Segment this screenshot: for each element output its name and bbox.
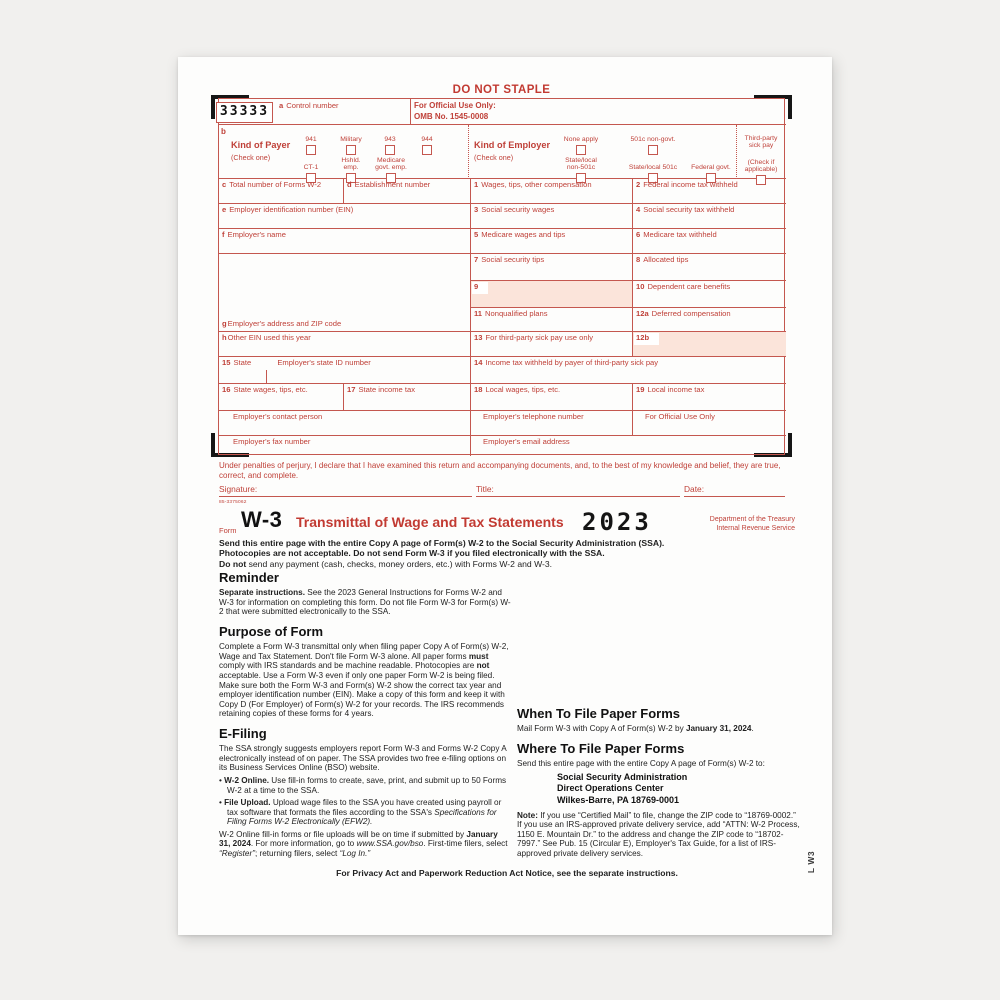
box-12a bbox=[633, 308, 786, 332]
box-12a-key: 12a bbox=[636, 309, 649, 318]
box-6-key: 6 bbox=[636, 230, 641, 239]
box-10 bbox=[633, 281, 786, 308]
box-17-key: 17 bbox=[347, 385, 356, 394]
w3-form-sheet bbox=[178, 57, 832, 935]
label-check-if-applicable: (Check if applicable) bbox=[744, 159, 778, 174]
efiling-bullet-w2-online: • W-2 Online. Use fill-in forms to create, save, print, and submit up to 50 Forms W-2 at a time to the SSA. bbox=[219, 775, 507, 795]
side-print-code: L W3 bbox=[806, 850, 817, 874]
kind-of-employer-title: Kind of Employer bbox=[474, 140, 551, 150]
box-8-key: 8 bbox=[636, 255, 641, 264]
title-line bbox=[476, 484, 680, 497]
address-line-3: Wilkes-Barre, PA 18769-0001 bbox=[557, 794, 679, 805]
label-943: 943 bbox=[384, 136, 396, 144]
box-b-key: b bbox=[221, 127, 226, 136]
telephone-cell bbox=[471, 411, 633, 436]
box-18 bbox=[471, 384, 633, 411]
box-6-label: Medicare tax withheld bbox=[643, 230, 717, 239]
box-f-label: Employer's name bbox=[227, 230, 286, 239]
box-e bbox=[219, 204, 471, 229]
box-c bbox=[219, 179, 344, 204]
checkbox-944 bbox=[422, 145, 432, 155]
box-15-key: 15 bbox=[222, 358, 231, 367]
box-c-label: Total number of Forms W-2 bbox=[229, 180, 322, 189]
box-h-label: Other EIN used this year bbox=[227, 333, 311, 342]
box-6 bbox=[633, 229, 786, 254]
box-1-key: 1 bbox=[474, 180, 479, 189]
fax-cell bbox=[219, 436, 471, 456]
box-16 bbox=[219, 384, 344, 411]
form-word: Form bbox=[219, 526, 237, 535]
dept-line2: Internal Revenue Service bbox=[716, 524, 795, 532]
box-18-key: 18 bbox=[474, 385, 483, 394]
box-2-label: Federal income tax withheld bbox=[643, 180, 738, 189]
treasury-dept bbox=[658, 516, 795, 534]
contact-person-label: Employer's contact person bbox=[233, 412, 323, 421]
label-none-apply: None apply bbox=[563, 136, 599, 144]
official-use-cell bbox=[411, 99, 786, 125]
box-16-label: State wages, tips, etc. bbox=[233, 385, 308, 394]
omb-number: OMB No. 1545-0008 bbox=[414, 112, 489, 122]
box-14-label: Income tax withheld by payer of third-party sick pay bbox=[485, 358, 659, 367]
box-15-label: State bbox=[233, 358, 252, 367]
efiling-bullet-file-upload: • File Upload. Upload wage files to the SSA you have created using payroll or tax software that formats the files according to the SSA's Specifications for Filing Forms W-2 Electronically (EFW2). bbox=[219, 798, 502, 827]
box-11 bbox=[471, 308, 633, 332]
telephone-label: Employer's telephone number bbox=[483, 412, 584, 421]
box-f bbox=[219, 229, 471, 254]
box-5-key: 5 bbox=[474, 230, 479, 239]
box-17-label: State income tax bbox=[358, 385, 416, 394]
signature-row bbox=[219, 484, 785, 497]
box-18-label: Local wages, tips, etc. bbox=[485, 385, 561, 394]
send-line-3: Do not send any payment (cash, checks, money orders, etc.) with Forms W-2 and W-3. bbox=[219, 558, 553, 569]
box-12b bbox=[633, 332, 786, 357]
certified-mail-note: Note: If you use “Certified Mail” to file, change the ZIP code to “18769-0002.” If you use an IRS-approved private delivery service, add “ATTN: W-2 Process, 1150 E. Mountain Dr.” to the address and change the ZIP code to “18702-7997.” See Pub. 15 (Circular E), Employer's Tax Guide, for a list of IRS-approved private delivery services. bbox=[517, 810, 800, 859]
box-13-key: 13 bbox=[474, 333, 483, 342]
box-2 bbox=[633, 179, 786, 204]
box-a-key: a bbox=[279, 101, 284, 110]
form-grid bbox=[218, 98, 785, 455]
kind-of-payer-sub: (Check one) bbox=[231, 153, 271, 162]
purpose-paragraph: Complete a Form W-3 transmittal only when filing paper Copy A of Form(s) W-2, Wage and Tax Statement. Don't file Form W-3 alone. All paper forms must comply with IRS standards and be machine readable. Photocopies are not acceptable. Use a Form W-3 even if only one paper Form W-2 is being filed. Make sure both the Form W-3 and Form(s) W-2 show the correct tax year and employer identification number (EIN). Make a copy of this form and keep it with Copy D (For Employer) of Form(s) W-2 for your records. The IRS recommends retaining copies of these forms for 4 years. bbox=[219, 642, 509, 719]
option-944 bbox=[409, 129, 445, 162]
box-7 bbox=[471, 254, 633, 281]
box-3-key: 3 bbox=[474, 205, 479, 214]
label-medicare-govt-emp: Medicare govt. emp. bbox=[375, 157, 407, 172]
label-501c-non-govt: 501c non-govt. bbox=[630, 136, 676, 144]
box-f-key: f bbox=[222, 230, 225, 239]
box-11-key: 11 bbox=[474, 309, 483, 318]
box-19-label: Local income tax bbox=[647, 385, 705, 394]
print-code: 85-3375062 bbox=[219, 500, 247, 505]
box-13-label: For third-party sick pay use only bbox=[485, 333, 594, 342]
label-state-local-501c: State/local 501c bbox=[628, 164, 678, 172]
box-7-label: Social security tips bbox=[481, 255, 545, 264]
contact-person-cell bbox=[219, 411, 471, 436]
box-d-key: d bbox=[347, 180, 352, 189]
box-5-label: Medicare wages and tips bbox=[481, 230, 566, 239]
label-federal-govt: Federal govt. bbox=[691, 164, 731, 172]
box-3 bbox=[471, 204, 633, 229]
title-label: Title: bbox=[476, 484, 494, 494]
label-third-party: Third-party sick pay bbox=[744, 135, 778, 150]
form-title: Transmittal of Wage and Tax Statements bbox=[296, 514, 564, 530]
box-14 bbox=[471, 357, 786, 384]
efiling-heading: E-Filing bbox=[219, 725, 267, 741]
email-label: Employer's email address bbox=[483, 437, 570, 446]
when-to-file-heading: When To File Paper Forms bbox=[517, 706, 681, 721]
form-number-w3: W-3 bbox=[241, 507, 283, 532]
efiling-paragraph-1: The SSA strongly suggests employers report Form W-3 and Forms W-2 Copy A electronically instead of on paper. The SSA provides two free e-filing options on its Business Services Online (BSO) website. bbox=[219, 744, 507, 773]
box-d bbox=[344, 179, 471, 204]
label-military: Military bbox=[340, 136, 362, 144]
label-state-local-non-501c: State/local non-501c bbox=[565, 157, 597, 172]
left-instructions-column bbox=[219, 570, 511, 862]
tax-year: 2023 bbox=[582, 508, 652, 536]
box-9 bbox=[471, 281, 633, 308]
send-line-1: Send this entire page with the entire Copy A page of Form(s) W-2 to the Social Security Administration (SSA). bbox=[219, 538, 665, 548]
official-use-only-cell bbox=[633, 411, 786, 436]
box-a-label: Control number bbox=[286, 101, 339, 110]
box-7-key: 7 bbox=[474, 255, 479, 264]
checkbox-501c-non-govt bbox=[648, 145, 658, 155]
box-c-key: c bbox=[222, 180, 227, 189]
where-to-file-paragraph: Send this entire page with the entire Copy A page of Form(s) W-2 to: bbox=[517, 759, 765, 768]
privacy-act-footer: For Privacy Act and Paperwork Reduction Act Notice, see the separate instructions. bbox=[336, 868, 678, 878]
right-instructions-column bbox=[517, 706, 801, 862]
where-to-file-heading: Where To File Paper Forms bbox=[517, 740, 685, 756]
box-4-key: 4 bbox=[636, 205, 641, 214]
box-h bbox=[219, 332, 471, 357]
address-line-1: Social Security Administration bbox=[557, 771, 688, 782]
box-11-label: Nonqualified plans bbox=[485, 309, 548, 318]
box-4-label: Social security tax withheld bbox=[643, 205, 735, 214]
mailing-address bbox=[557, 772, 801, 807]
box-3-label: Social security wages bbox=[481, 205, 555, 214]
send-instructions bbox=[219, 538, 797, 569]
box-1 bbox=[471, 179, 633, 204]
third-party-title bbox=[737, 128, 785, 149]
reminder-heading: Reminder bbox=[219, 570, 279, 585]
box-13 bbox=[471, 332, 633, 357]
box-4 bbox=[633, 204, 786, 229]
box-g-key: g bbox=[222, 319, 227, 329]
purpose-heading: Purpose of Form bbox=[219, 623, 324, 639]
kind-of-payer-cell bbox=[219, 125, 469, 179]
box-e-key: e bbox=[222, 205, 227, 214]
send-line-2: Photocopies are not acceptable. Do not send Form W-3 if you filed electronically with the SSA. bbox=[219, 548, 605, 559]
label-ct1: CT-1 bbox=[303, 164, 319, 172]
fax-label: Employer's fax number bbox=[233, 437, 311, 446]
box-15 bbox=[219, 357, 471, 384]
box-h-key: h bbox=[222, 333, 227, 342]
efiling-paragraph-2: W-2 Online fill-in forms or file uploads will be on time if submitted by January 31, 2024. For more information, go to www.SSA.gov/bso. First-time filers, select “Register”; returning filers, select “Log In.” bbox=[219, 829, 508, 859]
third-party-sick-pay-cell bbox=[736, 125, 786, 179]
date-label: Date: bbox=[684, 484, 705, 494]
reminder-paragraph: Separate instructions. See the 2023 General Instructions for Forms W-2 and W-3 for information on completing this form. Do not file Form W-3 for Form(s) W-2 that were submitted electronically to the SSA. bbox=[219, 588, 511, 617]
box-12b-key: 12b bbox=[634, 333, 659, 345]
box-19 bbox=[633, 384, 786, 411]
email-cell bbox=[471, 436, 786, 456]
box-8-label: Allocated tips bbox=[643, 255, 689, 264]
signature-line bbox=[219, 484, 472, 497]
box-19-key: 19 bbox=[636, 385, 645, 394]
box-d-label: Establishment number bbox=[354, 180, 431, 189]
label-944: 944 bbox=[421, 136, 433, 144]
box-2-key: 2 bbox=[636, 180, 641, 189]
do-not-staple-label: DO NOT STAPLE bbox=[452, 84, 551, 96]
kind-of-payer-title: Kind of Payer bbox=[231, 140, 291, 150]
box-g bbox=[219, 254, 471, 332]
box-14-key: 14 bbox=[474, 358, 483, 367]
box-10-key: 10 bbox=[636, 282, 645, 291]
kind-of-employer-cell bbox=[469, 125, 736, 179]
box-5 bbox=[471, 229, 633, 254]
checkbox-941 bbox=[306, 145, 316, 155]
official-use-label: For Official Use Only: bbox=[414, 101, 496, 110]
label-941: 941 bbox=[305, 136, 317, 144]
dept-line1: Department of the Treasury bbox=[709, 516, 795, 523]
perjury-statement: Under penalties of perjury, I declare that I have examined this return and accompanying documents, and, to the best of my knowledge and belief, they are true, correct, and complete. bbox=[219, 461, 781, 481]
box-12a-label: Deferred compensation bbox=[651, 309, 731, 318]
box-17 bbox=[344, 384, 471, 411]
state-id-label: Employer's state ID number bbox=[277, 358, 371, 367]
state-divider bbox=[266, 370, 267, 383]
date-line bbox=[684, 484, 785, 497]
when-to-file-paragraph: Mail Form W-3 with Copy A of Form(s) W-2 by January 31, 2024. bbox=[517, 724, 754, 734]
form-code-33333: 33333 bbox=[216, 102, 273, 123]
box-8 bbox=[633, 254, 786, 281]
control-number-cell bbox=[219, 99, 411, 125]
official-use-only-label: For Official Use Only bbox=[645, 412, 715, 421]
box-g-label: Employer's address and ZIP code bbox=[227, 319, 342, 329]
box-e-label: Employer identification number (EIN) bbox=[229, 205, 354, 214]
address-line-2: Direct Operations Center bbox=[557, 783, 664, 794]
signature-label: Signature: bbox=[219, 484, 258, 494]
label-hshld-emp: Hshld. emp. bbox=[341, 157, 361, 172]
box-9-key: 9 bbox=[472, 282, 488, 294]
box-1-label: Wages, tips, other compensation bbox=[481, 180, 592, 189]
kind-of-employer-sub: (Check one) bbox=[474, 153, 514, 162]
box-16-key: 16 bbox=[222, 385, 231, 394]
box-10-label: Dependent care benefits bbox=[647, 282, 731, 291]
